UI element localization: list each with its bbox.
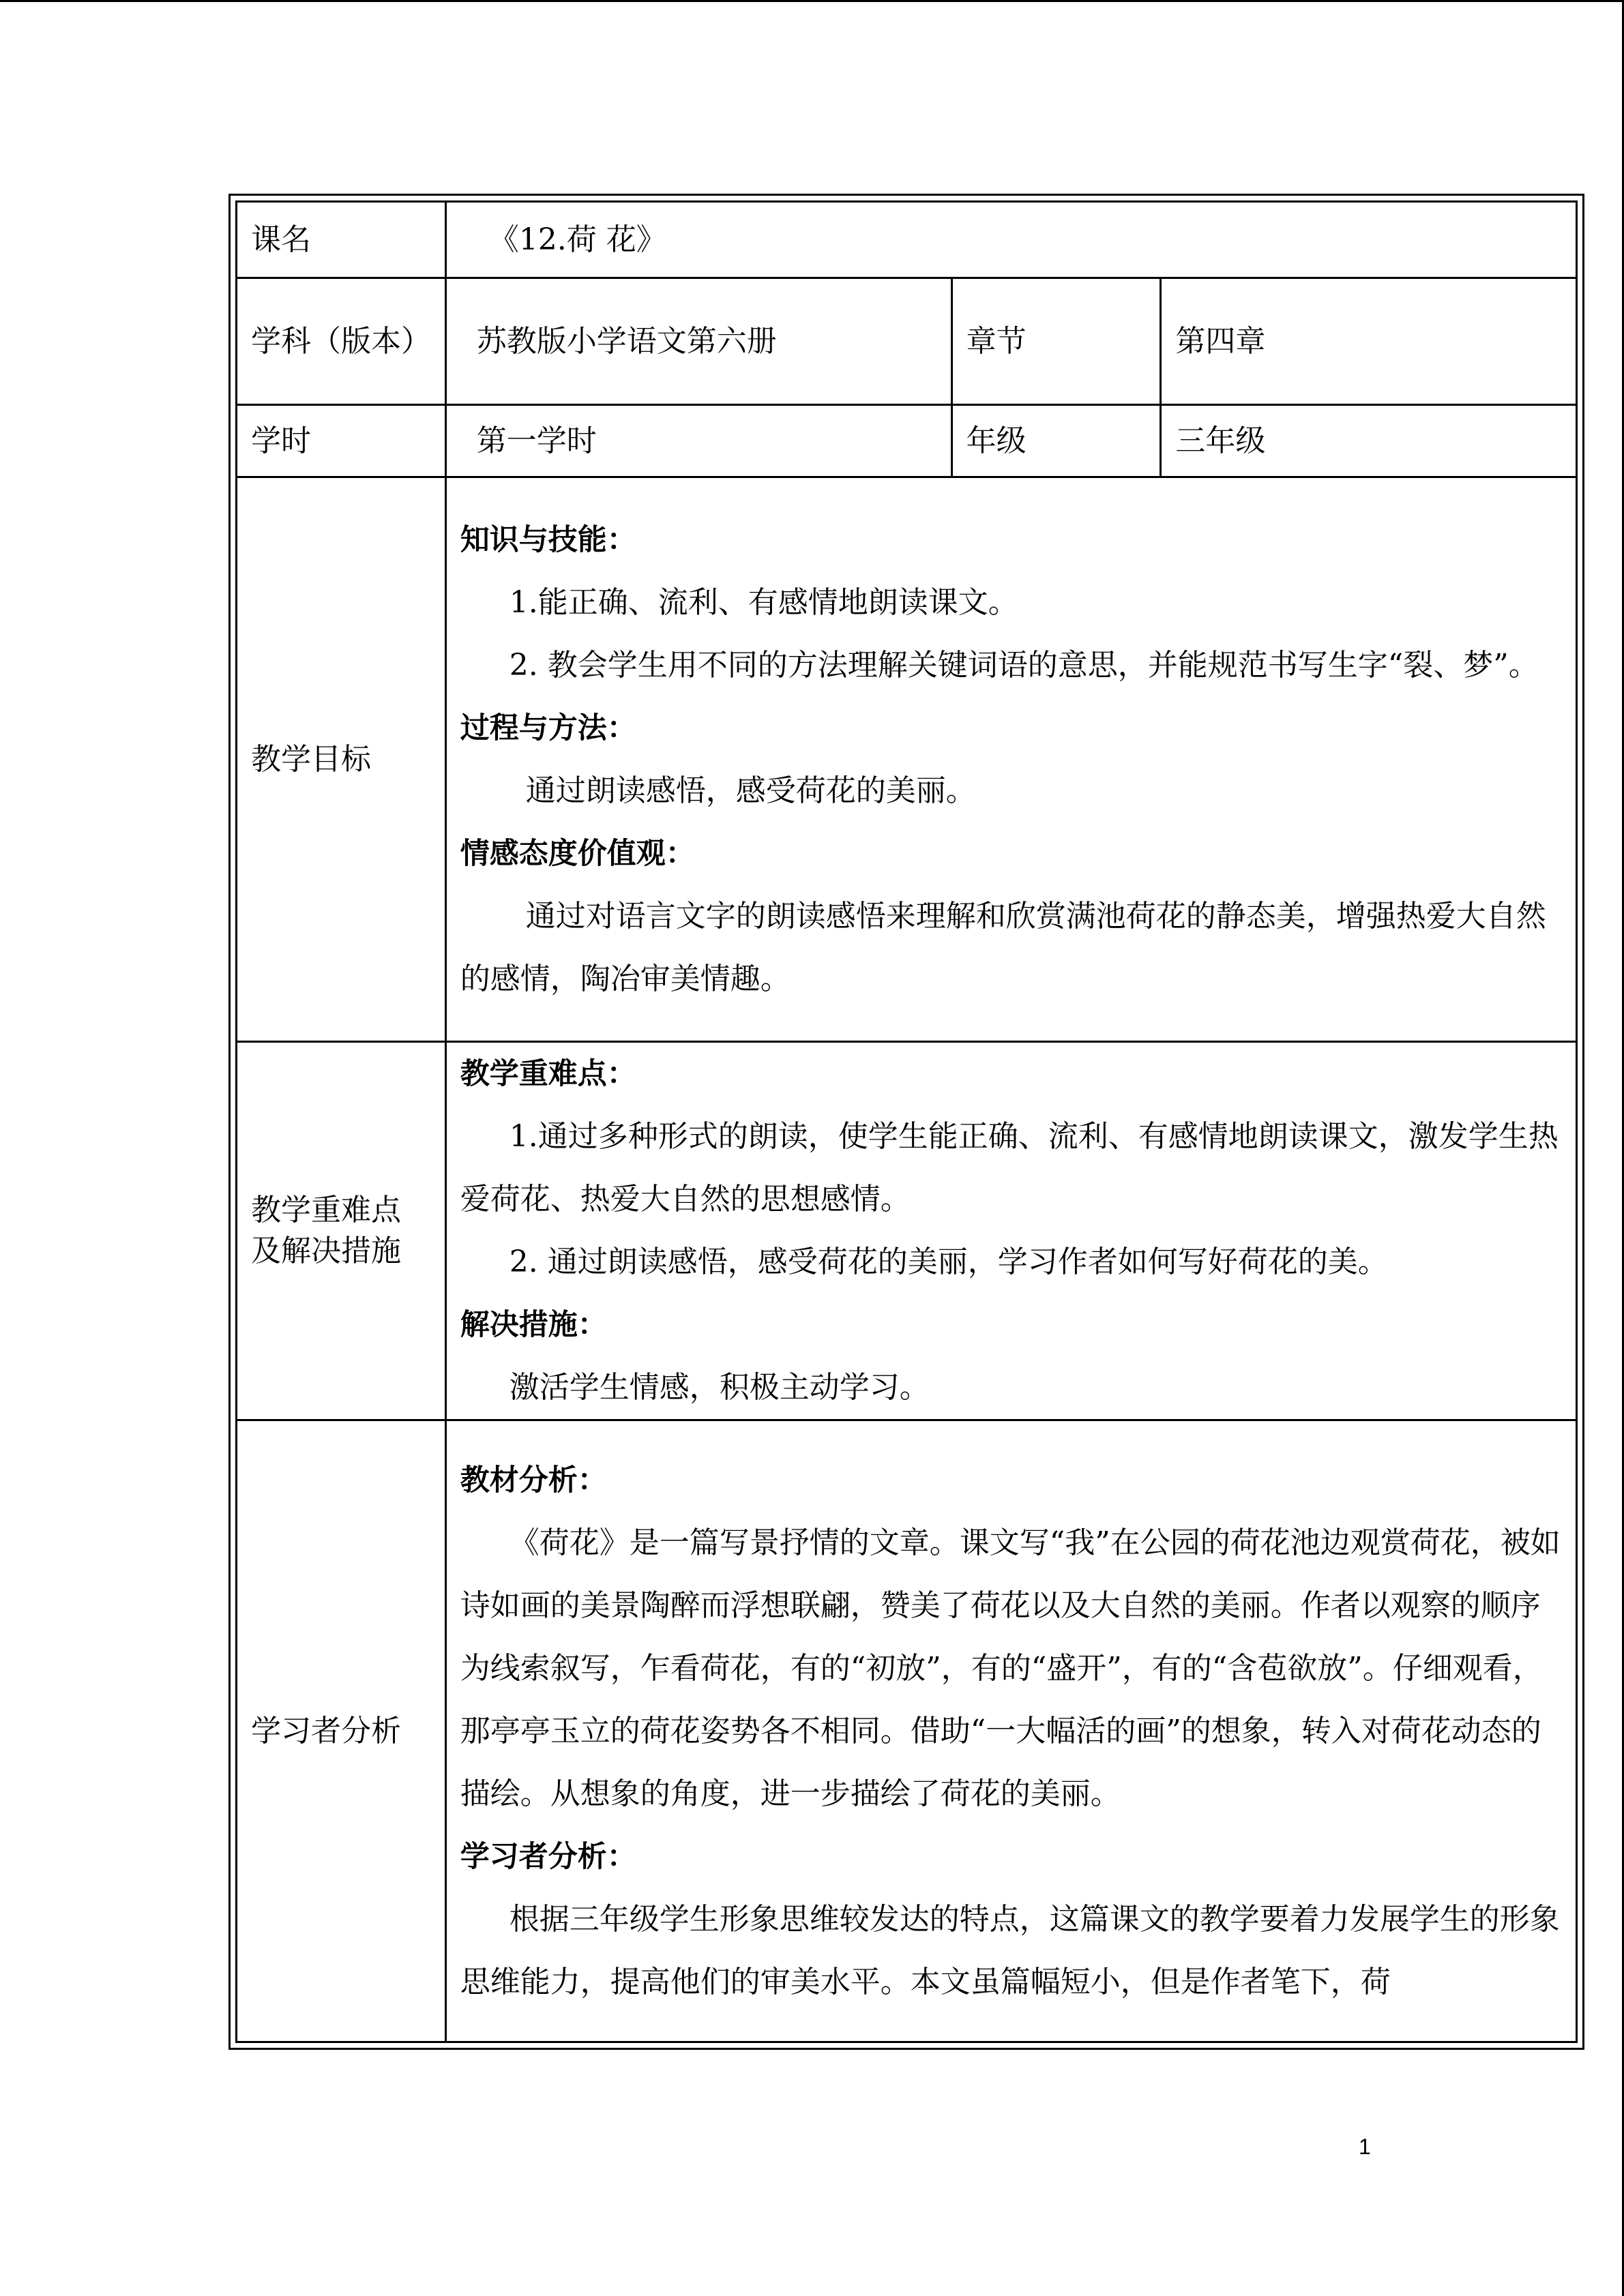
key-points-heading: 教学重难点：: [460, 1057, 636, 1091]
key-point-1: 1.通过多种形式的朗读，使学生能正确、流利、有感情地朗读课文，激发学生热爱荷花、热爱大自然的思想感情。: [460, 1119, 1559, 1217]
learner-analysis-label: 学习者分析: [237, 1420, 446, 2042]
row-period: [237, 405, 1577, 477]
row-course-name: [237, 202, 1577, 278]
learner-analysis-text: 根据三年级学生形象思维较发达的特点，这篇课文的教学要着力发展学生的形象思维能力，提高他们的审美水平。本文虽篇幅短小，但是作者笔下，荷: [460, 1901, 1560, 1999]
grade-label: 年级: [951, 405, 1161, 477]
learner-analysis-heading: 学习者分析：: [460, 1839, 636, 1874]
grade-value: 三年级: [1161, 405, 1577, 477]
process-method-text: 通过朗读感悟，感受荷花的美丽。: [525, 773, 976, 808]
page-top-border: [0, 0, 1624, 2]
row-learner-analysis: [237, 1420, 1577, 2042]
objective-item-1: 1.能正确、流利、有感情地朗读课文。: [509, 584, 1018, 620]
attitude-values-text: 通过对语言文字的朗读感悟来理解和欣赏满池荷花的静态美，增强热爱大自然的感情，陶冶审美情趣。: [460, 898, 1546, 996]
key-points-label: 教学重难点及解决措施: [237, 1042, 446, 1420]
learner-analysis-content: [445, 1420, 1576, 2042]
key-point-2: 2. 通过朗读感悟，感受荷花的美丽，学习作者如何写好荷花的美。: [509, 1244, 1388, 1279]
row-objectives: [237, 477, 1577, 1042]
row-key-points: [237, 1042, 1577, 1420]
page-number: 1: [1359, 2134, 1371, 2159]
period-value: 第一学时: [445, 405, 951, 477]
period-label: 学时: [237, 405, 446, 477]
course-name-value: 《12.荷 花》: [445, 202, 1576, 278]
subject-value: 苏教版小学语文第六册: [445, 278, 951, 405]
chapter-value: 第四章: [1161, 278, 1577, 405]
objective-item-2: 2. 教会学生用不同的方法理解关键词语的意思，并能规范书写生字“裂、梦”。: [509, 647, 1539, 683]
material-analysis-heading: 教材分析：: [460, 1463, 607, 1497]
chapter-label: 章节: [951, 278, 1161, 405]
objectives-label: 教学目标: [237, 477, 446, 1042]
solutions-heading: 解决措施：: [460, 1308, 607, 1342]
knowledge-skills-heading: 知识与技能：: [460, 522, 636, 557]
process-method-heading: 过程与方法：: [460, 711, 636, 745]
lesson-plan-table: [228, 194, 1584, 2050]
subject-label: 学科（版本）: [237, 278, 446, 405]
solutions-text: 激活学生情感，积极主动学习。: [509, 1370, 930, 1405]
key-points-content: [445, 1042, 1576, 1420]
material-analysis-text: 《荷花》是一篇写景抒情的文章。课文写“我”在公园的荷花池边观赏荷花，被如诗如画的美景陶醉而浮想联翩，赞美了荷花以及大自然的美丽。作者以观察的顺序为线索叙写，乍看荷花，有的“初放”，有的“盛开”，有的“含苞欲放”。仔细观看，那亭亭玉立的荷花姿势各不相同。借助“一大幅活的画”的想象，转入对荷花动态的描绘。从想象的角度，进一步描绘了荷花的美丽。: [460, 1525, 1561, 1811]
attitude-values-heading: 情感态度价值观：: [460, 836, 695, 871]
course-name-label: 课名: [237, 202, 446, 278]
row-subject: [237, 278, 1577, 405]
objectives-content: [445, 477, 1576, 1042]
